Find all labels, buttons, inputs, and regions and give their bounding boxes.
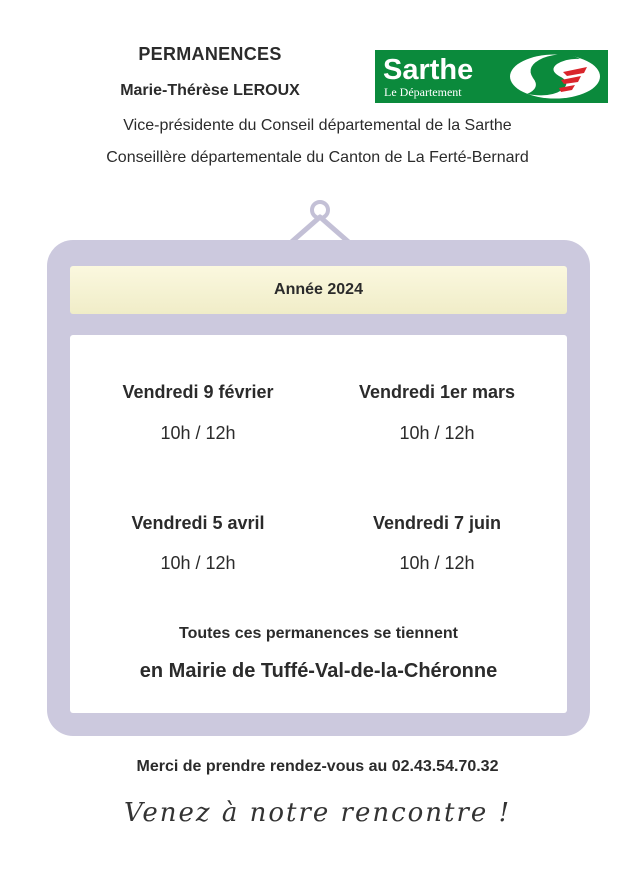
- date-1-day: Vendredi 9 février: [122, 382, 274, 402]
- appointment-phone: Merci de prendre rendez-vous au 02.43.54.70.32: [136, 758, 499, 775]
- date-2-day: Vendredi 1er mars: [358, 382, 516, 402]
- logo-tagline: Le Département: [384, 85, 462, 99]
- logo-emblem-icon: [510, 54, 600, 98]
- role-line-2: Conseillère départementale du Canton de La Ferté-Bernard: [106, 149, 529, 166]
- councillor-name: Marie-Thérèse LEROUX: [120, 82, 300, 99]
- slogan: Venez à notre rencontre !: [123, 798, 512, 828]
- location-intro: Toutes ces permanences se tiennent: [179, 625, 458, 642]
- date-1-hours: 10h / 12h: [160, 423, 236, 443]
- page-title: PERMANENCES: [138, 44, 282, 64]
- location: en Mairie de Tuffé-Val-de-la-Chéronne: [139, 660, 498, 682]
- date-3-hours: 10h / 12h: [160, 553, 236, 573]
- year-label: Année 2024: [274, 281, 363, 298]
- date-3-day: Vendredi 5 avril: [131, 513, 265, 533]
- date-4-hours: 10h / 12h: [399, 553, 475, 573]
- logo-name: Sarthe: [383, 54, 474, 86]
- role-line-1: Vice-présidente du Conseil départemental de la Sarthe: [123, 117, 512, 134]
- date-2-hours: 10h / 12h: [399, 423, 475, 443]
- sarthe-logo: [375, 50, 608, 103]
- date-4-day: Vendredi 7 juin: [372, 513, 502, 533]
